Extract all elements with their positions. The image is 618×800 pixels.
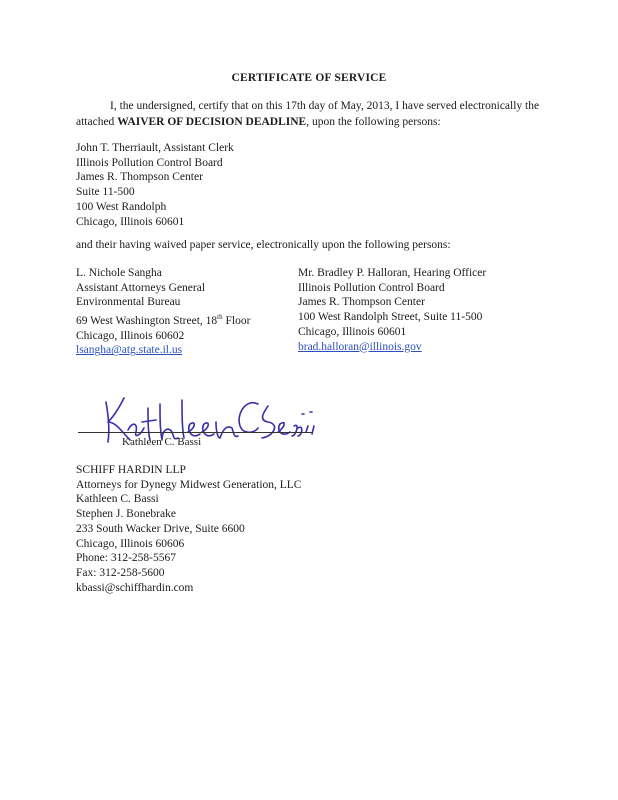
recipient-address [76,141,234,229]
firm-name: SCHIFF HARDIN LLP [76,464,186,476]
firm-fax: Fax: 312-258-5600 [76,566,165,579]
firm-email: kbassi@schiffhardin.com [76,581,194,594]
signature-line [78,432,312,433]
party-title: Assistant Attorneys General [76,281,206,294]
party-city: Chicago, Illinois 60601 [298,325,407,338]
party-email-link[interactable]: brad.halloran@illinois.gov [298,340,422,353]
waived-paragraph: and their having waived paper service, electronically upon the following persons: [76,239,451,251]
document-name: WAIVER OF DECISION DEADLINE [117,116,307,128]
firm-signature-block [76,463,301,595]
firm-line: 233 South Wacker Drive, Suite 6600 [76,522,245,535]
party-organization: Illinois Pollution Control Board [298,281,445,294]
recipient-line: James R. Thompson Center [76,171,203,184]
right-party-address [298,266,486,354]
recipient-line: Suite 11-500 [76,186,135,199]
recipient-line: Chicago, Illinois 60601 [76,215,185,228]
page-title: CERTIFICATE OF SERVICE [231,72,387,84]
party-department: Environmental Bureau [76,296,181,309]
signatory-name: Kathleen C. Bassi [122,436,202,448]
firm-line: Stephen J. Bonebrake [76,508,176,521]
party-street [76,310,250,329]
party-city: Chicago, Illinois 60602 [76,329,185,342]
recipient-line: John T. Therriault, Assistant Clerk [76,142,234,154]
party-email-link[interactable]: lsangha@atg.state.il.us [76,344,183,357]
ordinal-suffix: th [217,313,223,322]
left-party-address [76,266,250,358]
party-name: Mr. Bradley P. Halloran, Hearing Officer [298,267,487,279]
firm-line: Attorneys for Dynegy Midwest Generation, LLC [76,478,302,491]
recipient-line: 100 West Randolph [76,200,167,213]
firm-phone: Phone: 312-258-5567 [76,552,176,565]
street-text: 69 West Washington Street, 18 [76,314,218,327]
intro-paragraph [76,98,556,130]
intro-text: I, the undersigned, certify that on this 17th day of May, 2013, I have served electronically the attached [76,100,540,128]
firm-line: Kathleen C. Bassi [76,493,159,506]
intro-text-end: , upon the following persons: [306,116,441,128]
party-building: James R. Thompson Center [298,296,425,309]
recipient-line: Illinois Pollution Control Board [76,156,223,169]
party-street: 100 West Randolph Street, Suite 11-500 [298,311,483,324]
street-text-end: Floor [222,314,251,327]
firm-line: Chicago, Illinois 60606 [76,537,185,550]
party-name: L. Nichole Sangha [76,267,162,279]
